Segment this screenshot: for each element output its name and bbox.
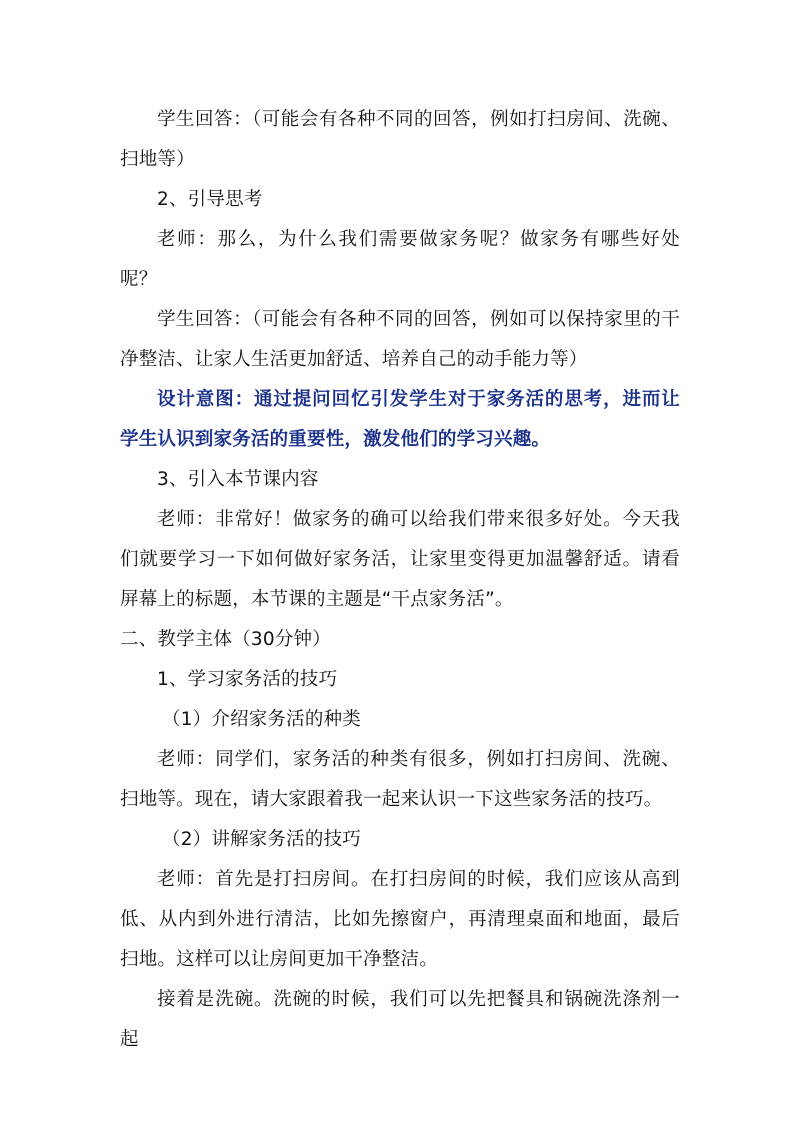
document-body	[120, 100, 680, 1060]
paragraph-teacher-types: 老师：同学们，家务活的种类有很多，例如打扫房间、洗碗、扫地等。现在，请大家跟着我一起来认识一下这些家务活的技巧。	[120, 749, 680, 810]
heading-learn-skills: 1、学习家务活的技巧	[157, 669, 338, 690]
heading-guide-thinking: 2、引导思考	[157, 189, 263, 210]
paragraph-teacher-question: 老师：那么，为什么我们需要做家务呢？做家务有哪些好处呢？	[120, 229, 680, 290]
paragraph-teacher-intro: 老师：非常好！做家务的确可以给我们带来很多好处。今天我们就要学习一下如何做好家务活，让家里变得更加温馨舒适。请看屏幕上的标题，本节课的主题是“干点家务活”。	[120, 509, 680, 610]
design-intent-note: 设计意图：通过提问回忆引发学生对于家务活的思考，进而让学生认识到家务活的重要性，激发他们的学习兴趣。	[120, 389, 680, 450]
paragraph-dishwashing: 接着是洗碗。洗碗的时候，我们可以先把餐具和锅碗洗涤剂一起	[120, 989, 680, 1050]
heading-introduce-lesson: 3、引入本节课内容	[157, 469, 319, 490]
paragraph-student-answer-1: 学生回答：（可能会有各种不同的回答，例如打扫房间、洗碗、扫地等）	[120, 109, 680, 170]
paragraph-student-answer-2: 学生回答：（可能会有各种不同的回答，例如可以保持家里的干净整洁、让家人生活更加舒适、培养自己的动手能力等）	[120, 309, 680, 370]
section-heading-teaching-body: 二、教学主体（30分钟）	[120, 629, 331, 650]
subheading-introduce-types: （1）介绍家务活的种类	[162, 709, 361, 730]
paragraph-teacher-cleaning: 老师：首先是打扫房间。在打扫房间的时候，我们应该从高到低、从内到外进行清洁，比如先擦窗户，再清理桌面和地面，最后扫地。这样可以让房间更加干净整洁。	[120, 869, 680, 970]
subheading-explain-skills: （2）讲解家务活的技巧	[162, 829, 361, 850]
